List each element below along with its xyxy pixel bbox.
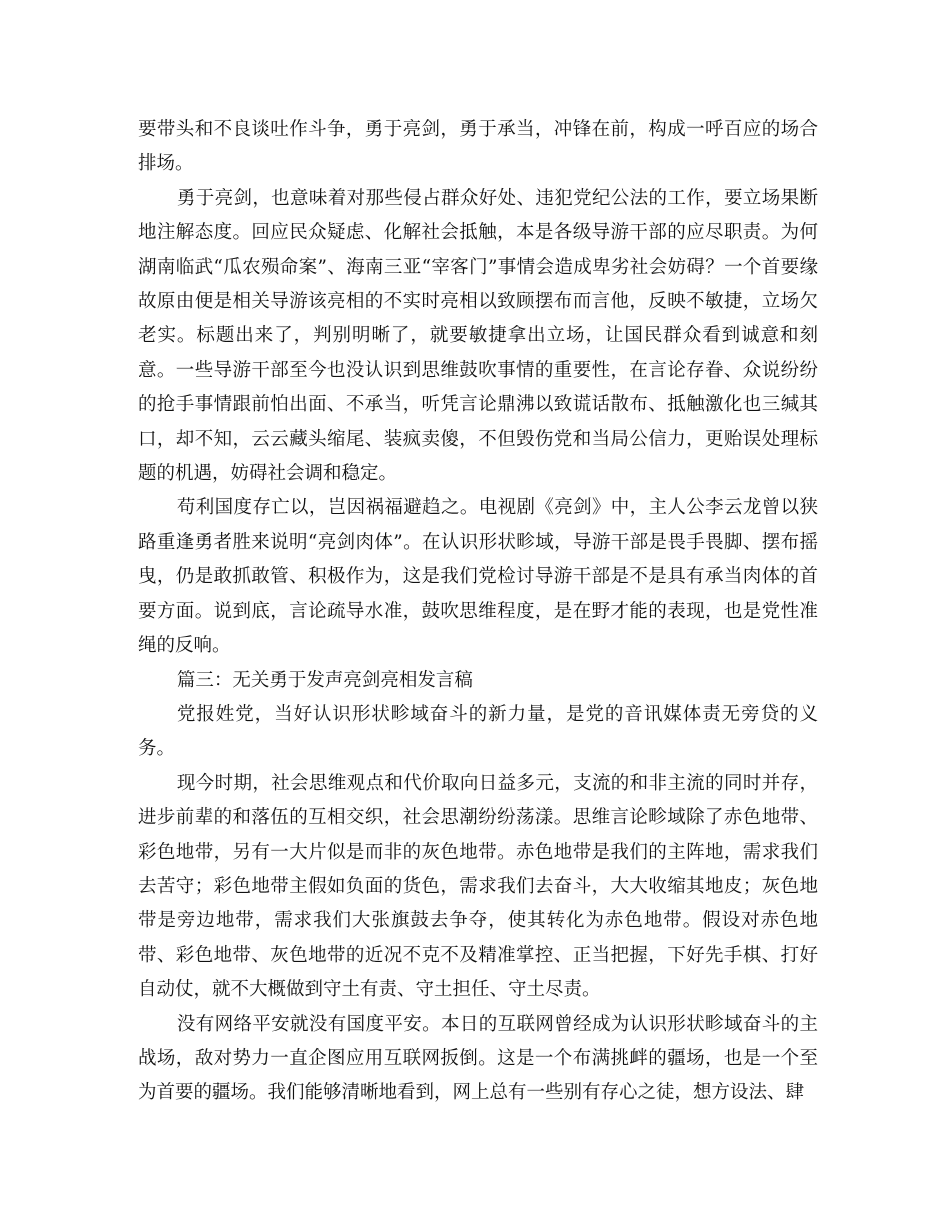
document-body: [138, 113, 818, 1111]
paragraph-5: 现今时期，社会思维观点和代价取向日益多元，支流的和非主流的同时并存，进步前辈的和落伍的互相交织，社会思潮纷纷荡漾。思维言论畛域除了赤色地带、彩色地带，另有一大片似是而非的灰色地带。赤色地带是我们的主阵地，需求我们去苦守；彩色地带主假如负面的货色，需求我们去奋斗，大大收缩其地皮；灰色地带是旁边地带，需求我们大张旗鼓去争夺，使其转化为赤色地带。假设对赤色地带、彩色地带、灰色地带的近况不克不及精准掌控、正当把握，下好先手棋、打好自动仗，就不大概做到守土有责、守土担任、守土尽责。: [138, 772, 818, 1001]
paragraph-1: 要带头和不良谈吐作斗争，勇于亮剑，勇于承当，冲锋在前，构成一呼百应的场合排场。: [138, 119, 818, 175]
paragraph-2: 勇于亮剑，也意味着对那些侵占群众好处、违犯党纪公法的工作，要立场果断地注解态度。回应民众疑虑、化解社会抵触，本是各级导游干部的应尽职责。为何湖南临武“瓜农殒命案”、海南三亚“宰客门”事情会造成卑劣社会妨碍？一个首要缘故原由便是相关导游该亮相的不实时亮相以致顾摆布而言他，反映不敏捷，立场欠老实。标题出来了，判别明晰了，就要敏捷拿出立场，让国民群众看到诚意和刻意。一些导游干部至今也没认识到思维鼓吹事情的重要性，在言论存眷、众说纷纷的抢手事情跟前怕出面、不承当，听凭言论鼎沸以致谎话散布、抵触激化也三缄其口，却不知，云云藏头缩尾、装疯卖傻，不但毁伤党和当局公信力，更贻误处理标题的机遇，妨碍社会调和稳定。: [138, 187, 818, 485]
paragraph-6: 没有网络平安就没有国度平安。本日的互联网曾经成为认识形状畛域奋斗的主战场，敌对势力一直企图应用互联网扳倒。这是一个布满挑衅的疆场，也是一个至为首要的疆场。我们能够清晰地看到，网上总有一些别有存心之徒，想方设法、肆: [138, 1013, 818, 1104]
section-heading: 篇三：无关勇于发声亮剑亮相发言稿: [176, 669, 473, 691]
paragraph-4: 党报姓党，当好认识形状畛域奋斗的新力量，是党的音讯媒体责无旁贷的义务。: [138, 703, 818, 760]
paragraph-3: 苟利国度存亡以，岂因祸福避趋之。电视剧《亮剑》中，主人公李云龙曾以狭路重逢勇者胜来说明“亮剑肉体”。在认识形状畛域，导游干部是畏手畏脚、摆布摇曳，仍是敢抓敢管、积极作为，这是我们党检讨导游干部是不是具有承当肉体的首要方面。说到底，言论疏导水准，鼓吹思维程度，是在野才能的表现，也是党性准绳的反响。: [138, 497, 818, 657]
